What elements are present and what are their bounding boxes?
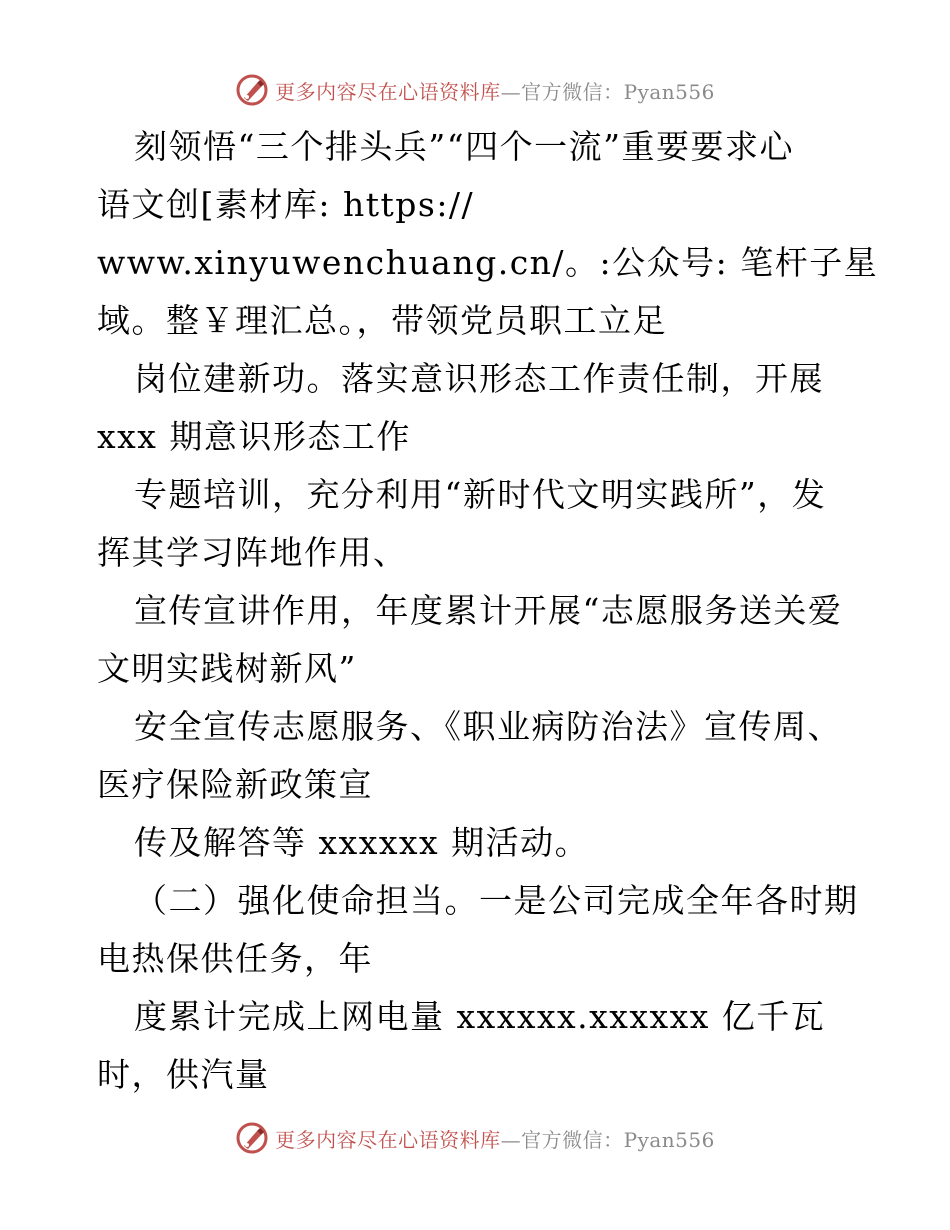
watermark-brand	[235, 73, 715, 107]
body-line: xxx 期意识形态工作	[97, 417, 411, 456]
body-line: 域。整￥理汇总。，带领党员职工立足	[97, 301, 667, 340]
pen-logo-icon	[235, 1121, 269, 1155]
body-line: 时，供汽量	[97, 1055, 270, 1094]
watermark-text: 更多内容尽在心语资料库—官方微信：Pyan556	[275, 1127, 715, 1152]
watermark-brand	[235, 1121, 715, 1155]
page-header	[0, 70, 950, 110]
body-line: 文明实践树新风”	[97, 649, 357, 688]
page-footer	[0, 1118, 950, 1158]
body-line: 宣传宣讲作用，年度累计开展“志愿服务送关爱	[134, 591, 843, 630]
body-line: 挥其学习阵地作用、	[97, 533, 408, 572]
body-line: 语文创[素材库: https://	[97, 185, 475, 224]
pen-logo-icon	[235, 73, 269, 107]
body-line: 安全宣传志愿服务、《职业病防治法》宣传周、	[134, 707, 842, 746]
body-line: 度累计完成上网电量 xxxxxx.xxxxxx 亿千瓦	[134, 997, 826, 1036]
body-line: www.xinyuwenchuang.cn/。:公众号: 笔杆子星	[97, 243, 879, 282]
watermark-text: 更多内容尽在心语资料库—官方微信：Pyan556	[275, 79, 715, 104]
body-line: 电热保供任务，年	[97, 939, 373, 978]
body-line: （二）强化使命担当。一是公司完成全年各时期	[134, 881, 859, 920]
body-line: 刻领悟“三个排头兵”“四个一流”重要要求心	[134, 127, 794, 166]
body-line: 传及解答等 xxxxxx 期活动。	[134, 823, 590, 862]
body-line: 专题培训，充分利用“新时代文明实践所”，发	[134, 475, 827, 514]
body-line: 医疗保险新政策宣	[97, 765, 373, 804]
body-line: 岗位建新功。落实意识形态工作责任制，开展	[134, 359, 824, 398]
document-body	[97, 118, 879, 1104]
